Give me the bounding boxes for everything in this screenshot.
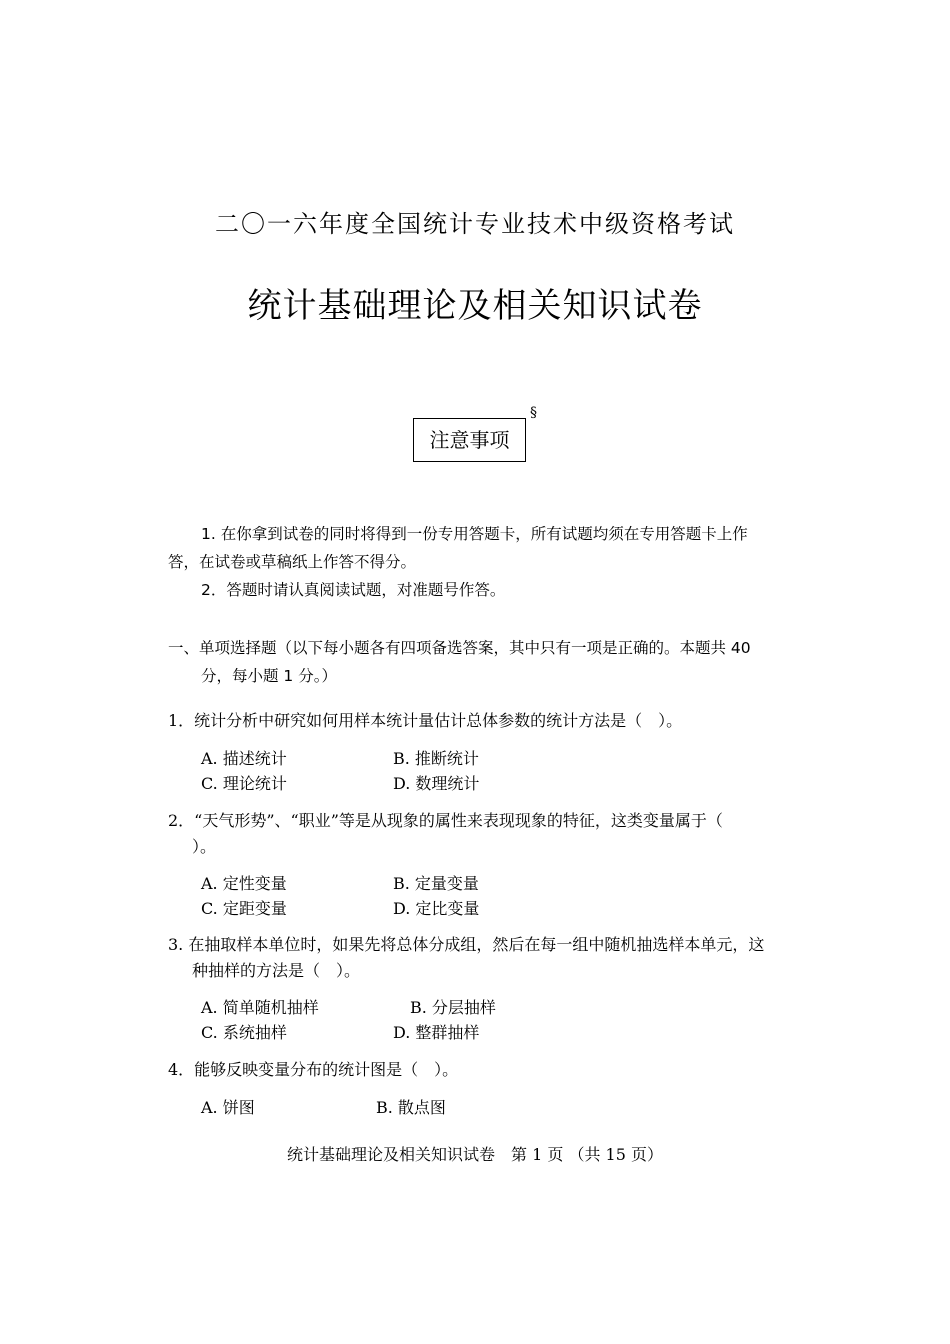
question-2-option-a: A. 定性变量: [201, 874, 287, 893]
question-1-stem: 1．统计分析中研究如何用样本统计量估计总体参数的统计方法是（ ）。: [168, 711, 683, 730]
note-1-line-1: 1. 在你拿到试卷的同时将得到一份专用答题卡，所有试题均须在专用答题卡上作: [201, 525, 748, 543]
exam-subtitle: 二〇一六年度全国统计专业技术中级资格考试: [215, 210, 735, 238]
question-3-stem: [168, 932, 788, 984]
question-1-option-d: D. 数理统计: [393, 774, 480, 793]
question-1-option-c: C. 理论统计: [201, 774, 287, 793]
question-2-stem: [168, 808, 788, 860]
notice-title-box: [413, 418, 526, 462]
question-1-option-b: B. 推断统计: [393, 749, 479, 768]
section-mark: §: [530, 405, 537, 421]
question-4-option-b: B. 散点图: [376, 1098, 446, 1117]
question-2-stem-line-2: ）。: [192, 837, 217, 856]
section-heading-line-2: 分，每小题 1 分。）: [201, 667, 337, 685]
notice-title: 注意事项: [429, 428, 510, 452]
note-1-line-2: 答，在试卷或草稿纸上作答不得分。: [168, 553, 417, 571]
question-2-option-b: B. 定量变量: [393, 874, 479, 893]
question-3-option-d: D. 整群抽样: [393, 1023, 480, 1042]
question-4-stem: 4．能够反映变量分布的统计图是（ ）。: [168, 1060, 459, 1079]
question-3-option-a: A. 简单随机抽样: [201, 998, 319, 1017]
question-2-stem-line-1: 2．“天气形势”、“职业”等是从现象的属性来表现现象的特征，这类变量属于（: [168, 811, 723, 830]
question-2-option-d: D. 定比变量: [393, 899, 480, 918]
section-heading: [168, 634, 798, 690]
question-2-option-c: C. 定距变量: [201, 899, 287, 918]
question-3-option-b: B. 分层抽样: [410, 998, 496, 1017]
question-3-stem-line-1: 3. 在抽取样本单位时，如果先将总体分成组，然后在每一组中随机抽选样本单元，这: [168, 935, 765, 954]
section-heading-line-1: 一、单项选择题（以下每小题各有四项备选答案，其中只有一项是正确的。本题共 40: [168, 639, 751, 657]
question-3-option-c: C. 系统抽样: [201, 1023, 287, 1042]
exam-title: 统计基础理论及相关知识试卷: [247, 286, 703, 326]
page-footer: 统计基础理论及相关知识试卷 第 1 页 （共 15 页）: [287, 1145, 663, 1164]
note-1: [168, 520, 788, 604]
question-1-option-a: A. 描述统计: [201, 749, 287, 768]
question-4-option-a: A. 饼图: [201, 1098, 255, 1117]
question-3-stem-line-2: 种抽样的方法是（ ）。: [192, 961, 361, 980]
note-2: 2．答题时请认真阅读试题，对准题号作答。: [201, 581, 506, 599]
